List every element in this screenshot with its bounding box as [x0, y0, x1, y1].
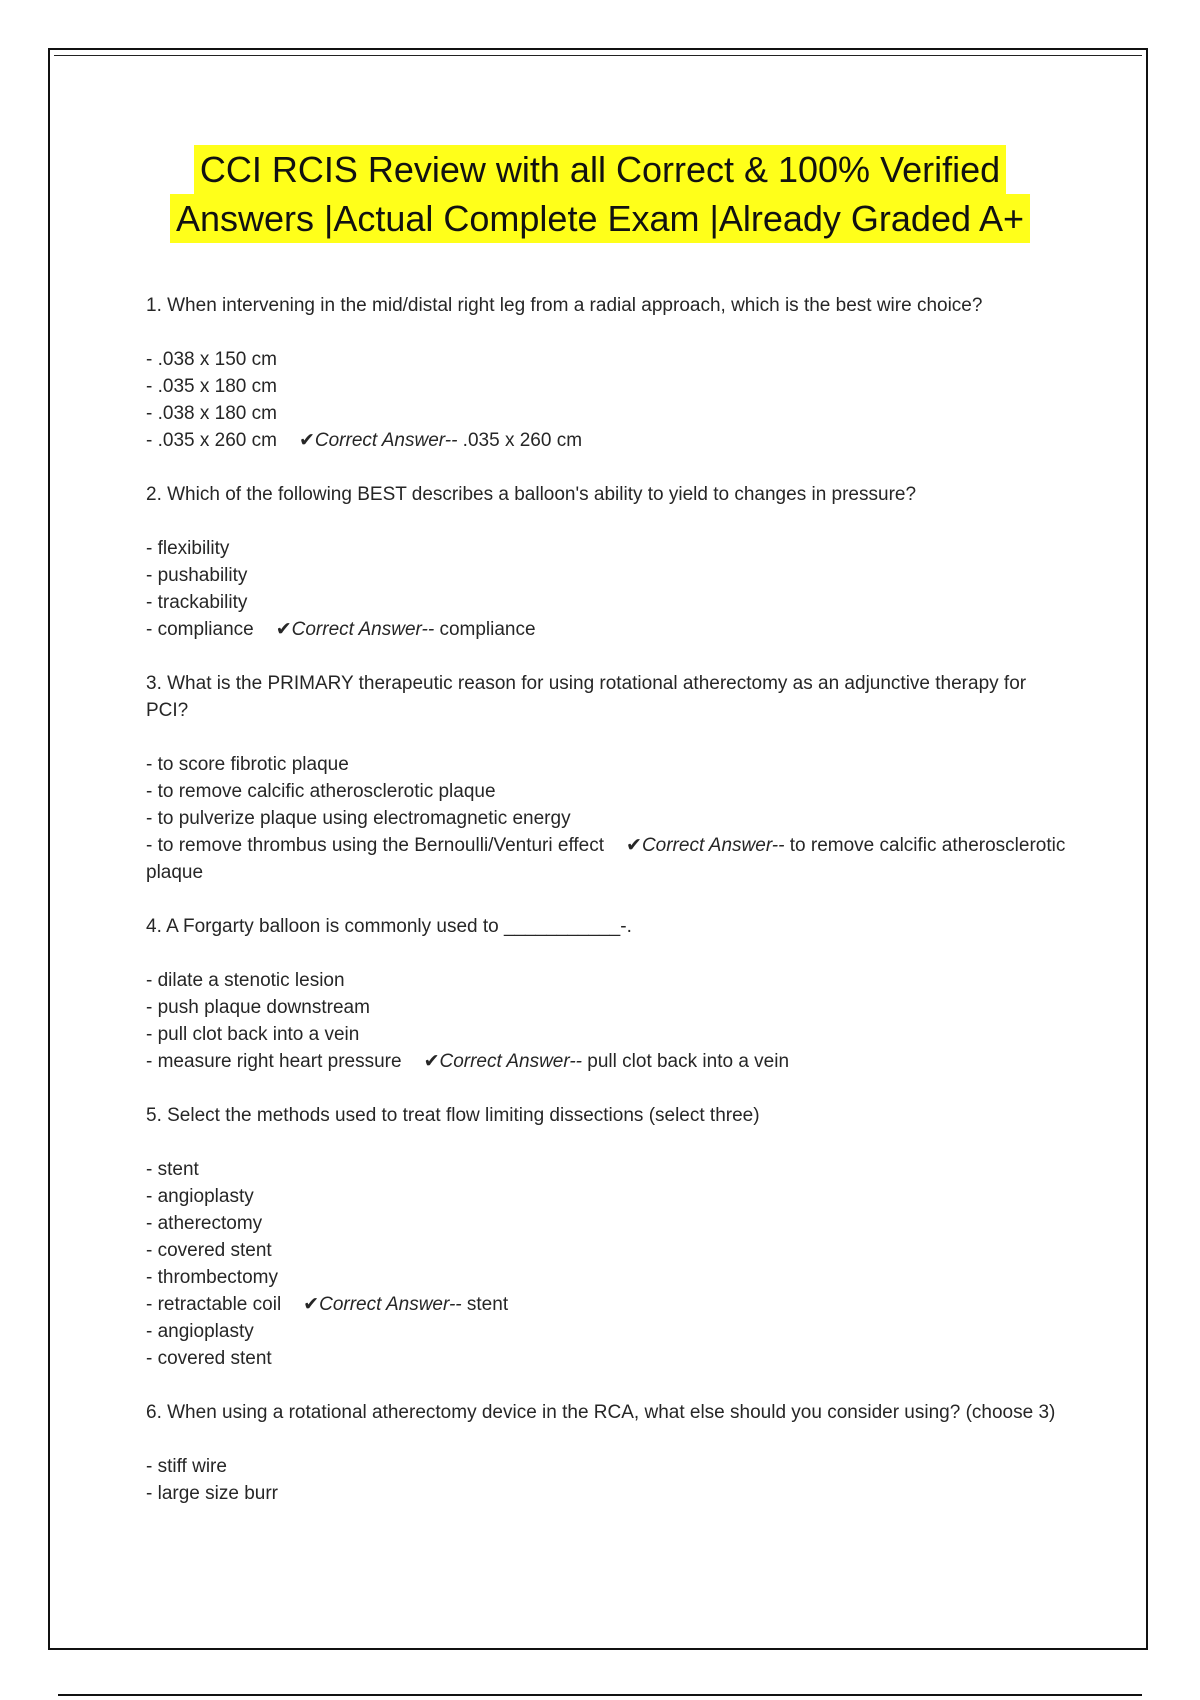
option-item-last [146, 1048, 1066, 1075]
checkmark-icon: ✔ [303, 1294, 320, 1315]
option-item: - thrombectomy [146, 1267, 278, 1288]
checkmark-icon: ✔ [423, 1051, 440, 1072]
option-item: - angioplasty [146, 1186, 254, 1207]
option-item: - to score fibrotic plaque [146, 754, 349, 775]
option-item: - pushability [146, 565, 248, 586]
option-item: - dilate a stenotic lesion [146, 970, 345, 991]
options-5 [146, 1156, 1066, 1372]
option-text: - retractable coil [146, 1294, 282, 1315]
option-item: - angioplasty [146, 1321, 254, 1342]
option-item: - .038 x 150 cm [146, 349, 277, 370]
option-item: - stiff wire [146, 1456, 227, 1477]
option-item: - covered stent [146, 1240, 272, 1261]
answer-text: pull clot back into a vein [582, 1051, 790, 1072]
question-2: 2. Which of the following BEST describes a balloon's ability to yield to changes in pressure? [146, 484, 917, 505]
option-item: - to pulverize plaque using electromagnetic energy [146, 808, 571, 829]
option-text: - .035 x 260 cm [146, 430, 277, 451]
options-3 [146, 751, 1066, 886]
checkmark-icon: ✔ [298, 430, 315, 451]
option-item-with-answer [146, 1291, 1066, 1318]
top-rule-line [54, 55, 1142, 56]
title-line-1: CCI RCIS Review with all Correct & 100% Verified [194, 145, 1006, 194]
option-item: - push plaque downstream [146, 997, 370, 1018]
correct-answer-1 [299, 430, 582, 451]
exam-content [146, 292, 1066, 1534]
checkmark-icon: ✔ [275, 619, 292, 640]
answer-text: .035 x 260 cm [457, 430, 583, 451]
correct-answer-5 [303, 1294, 508, 1315]
options-6 [146, 1453, 1066, 1507]
option-item: - stent [146, 1159, 199, 1180]
option-item-last [146, 616, 1066, 643]
question-1: 1. When intervening in the mid/distal right leg from a radial approach, which is the best wire choice? [146, 295, 983, 316]
answer-text: to remove calcific atherosclerotic plaque [146, 835, 1066, 883]
answer-text: compliance [434, 619, 536, 640]
answer-label: Correct Answer-- [641, 835, 785, 856]
option-text: - to remove thrombus using the Bernoulli/Venturi effect [146, 835, 605, 856]
option-item: - to remove calcific atherosclerotic plaque [146, 781, 496, 802]
options-2 [146, 535, 1066, 643]
option-item: - trackability [146, 592, 248, 613]
title-line-2: Answers |Actual Complete Exam |Already Graded A+ [170, 194, 1030, 243]
option-item-last [146, 832, 1066, 886]
question-5: 5. Select the methods used to treat flow limiting dissections (select three) [146, 1105, 760, 1126]
question-6: 6. When using a rotational atherectomy device in the RCA, what else should you consider using? (choose 3) [146, 1402, 1056, 1423]
option-item: - .035 x 180 cm [146, 376, 277, 397]
option-item-last [146, 427, 1066, 454]
answer-label: Correct Answer-- [314, 430, 458, 451]
bottom-rule-line [58, 1694, 1142, 1696]
option-text: - measure right heart pressure [146, 1051, 402, 1072]
answer-text: stent [461, 1294, 509, 1315]
option-item: - .038 x 180 cm [146, 403, 277, 424]
option-item: - flexibility [146, 538, 230, 559]
answer-label: Correct Answer-- [439, 1051, 583, 1072]
options-4 [146, 967, 1066, 1075]
checkmark-icon: ✔ [626, 835, 642, 856]
option-item: - pull clot back into a vein [146, 1024, 360, 1045]
options-1 [146, 346, 1066, 454]
correct-answer-4 [424, 1051, 789, 1072]
option-text: - compliance [146, 619, 254, 640]
option-item: - atherectomy [146, 1213, 263, 1234]
answer-label: Correct Answer-- [291, 619, 435, 640]
question-4: 4. A Forgarty balloon is commonly used to ___________-. [146, 916, 632, 937]
document-title [70, 145, 1130, 243]
option-item: - large size burr [146, 1483, 278, 1504]
answer-label: Correct Answer-- [319, 1294, 462, 1315]
correct-answer-2 [276, 619, 536, 640]
option-item: - covered stent [146, 1348, 272, 1369]
question-3: 3. What is the PRIMARY therapeutic reason for using rotational atherectomy as an adjunctive therapy for PCI? [146, 673, 1027, 721]
